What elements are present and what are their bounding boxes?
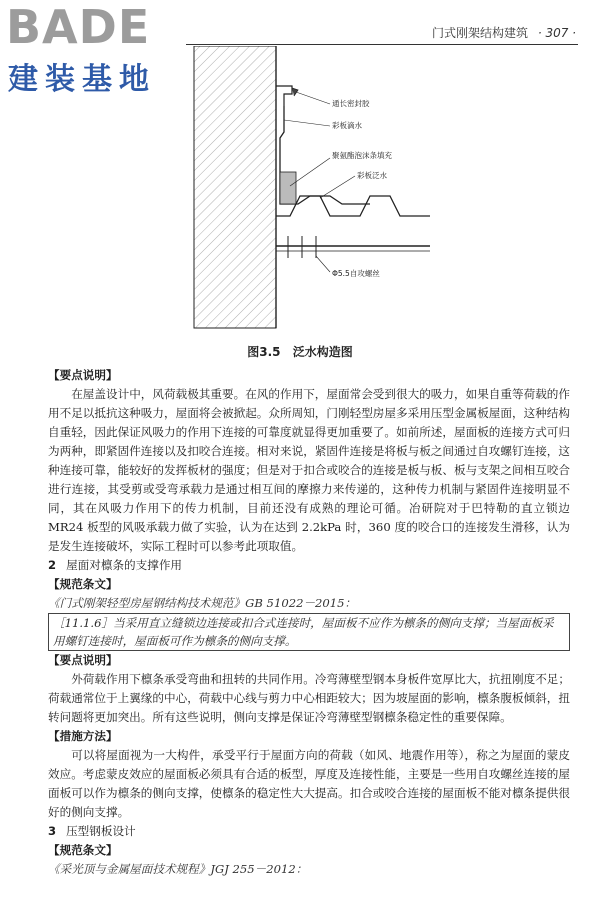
leader-flashing-main <box>320 176 355 198</box>
leader-flashing-top <box>284 120 330 126</box>
page-number: · 307 · <box>537 26 576 40</box>
caption-title: 泛水构造图 <box>292 345 353 359</box>
caption-number: 图3.5 <box>247 345 281 359</box>
flashing-detail-figure <box>180 46 580 336</box>
section-2-title <box>48 556 570 575</box>
parapet-wall <box>194 46 276 328</box>
bade-logo <box>6 0 176 97</box>
heading-code-2: 【规范条文】 <box>48 843 118 857</box>
body-text <box>48 366 570 879</box>
paragraph-1: 在屋盖设计中，风荷载极其重要。在风的作用下，屋面常会受到很大的吸力，如果自重等荷载的作用不足以抵抗这种吸力，屋面将会被掀起。众所周知，门刚轻型房屋多采用压型金属板屋面，这种结构自重轻，因此保证风吸力的作用下连接的可靠度就显得更加重要了。如前所述，屋面板的连接方式可归为两种，即紧固件连接以及扣咬合连接。相对来说，紧固件连接是将板与板之间通过自攻螺钉连接，这种连接可靠，能较好的发挥板材的强度；但是对于扣合或咬合的连接是板与板、板与支架之间相互咬合进行连接，其受剪或受弯承载力是通过相互间的摩擦力来传递的，这种传力机制与紧固件连接明显不同，其在风吸力作用下的传力机制，目前还没有成熟的理论可循。冶研院对于巴特勒的直立锁边 MR24 板型的风吸承载力做了实验，认为在达到 2.2kPa 时，360 度的咬合口的连接发生滑移，认为是发生连接破坏，实际工程时可以参考此项取值。 <box>48 387 570 553</box>
heading-code-1: 【规范条文】 <box>48 577 118 591</box>
logo-sub-text: 建装基地 <box>8 62 156 97</box>
roof-panel <box>276 196 430 216</box>
label-flashing-main: 彩板泛水 <box>357 171 387 180</box>
figure-caption <box>0 343 600 360</box>
foam-filler <box>280 172 296 204</box>
code-clause-11-1-6: ［11.1.6］当采用直立缝锁边连接或扣合式连接时，屋面板不应作为檩条的侧向支撑；当屋面板采用螺钉连接时，屋面板可作为檩条的侧向支撑。 <box>48 613 570 651</box>
leader-screw <box>316 256 330 272</box>
label-flashing-top: 彩板滴水 <box>332 121 362 130</box>
logo-main-text: BADE <box>6 0 151 54</box>
label-sealant: 通长密封胶 <box>332 99 370 108</box>
section-3-number: 3 <box>48 824 57 838</box>
section-3-text: 压型钢板设计 <box>66 824 136 838</box>
paragraph-3: 可以将屋面视为一大构件，承受平行于屋面方向的荷载（如风、地震作用等），称之为屋面的蒙皮效应。考虑蒙皮效应的屋面板必须具有合适的板型，厚度及连接性能，主要是一些用自攻螺丝连接的屋面板可以作为檩条的侧向支撑，使檩条的稳定性大大提高。扣合或咬合连接的屋面板不能对檩条提供很好的侧向支撑。 <box>48 748 570 819</box>
heading-measures: 【措施方法】 <box>48 729 118 743</box>
top-flashing <box>276 86 292 106</box>
label-screw: Φ5.5自攻螺丝 <box>332 269 380 278</box>
flashing-drawing <box>180 46 580 336</box>
label-foam: 聚氨酯泡沫条填充 <box>332 151 392 160</box>
running-title: 门式刚架结构建筑 <box>431 26 528 40</box>
leader-sealant <box>296 92 330 104</box>
running-head <box>432 24 576 41</box>
section-2-text: 屋面对檩条的支撑作用 <box>66 558 183 572</box>
header-rule <box>186 44 578 45</box>
sealant-bead <box>292 88 298 96</box>
heading-key-points-1: 【要点说明】 <box>48 368 118 382</box>
code-reference-2: 《采光顶与金属屋面技术规程》JGJ 255－2012： <box>48 862 308 876</box>
code-reference-1: 《门式刚架轻型房屋钢结构技术规范》GB 51022－2015： <box>48 596 357 610</box>
heading-key-points-2: 【要点说明】 <box>48 653 118 667</box>
section-3-title <box>48 822 570 841</box>
paragraph-2: 外荷载作用下檩条承受弯曲和扭转的共同作用。冷弯薄壁型钢本身板件宽厚比大，抗扭刚度不足；荷载通常位于上翼缘的中心，荷载中心线与剪力中心相距较大；因为坡屋面的影响，檩条腹板倾斜，扭转问题将更加突出。所有这些说明，侧向支撑是保证冷弯薄壁型钢檩条稳定性的重要保障。 <box>48 672 570 724</box>
section-2-number: 2 <box>48 558 57 572</box>
